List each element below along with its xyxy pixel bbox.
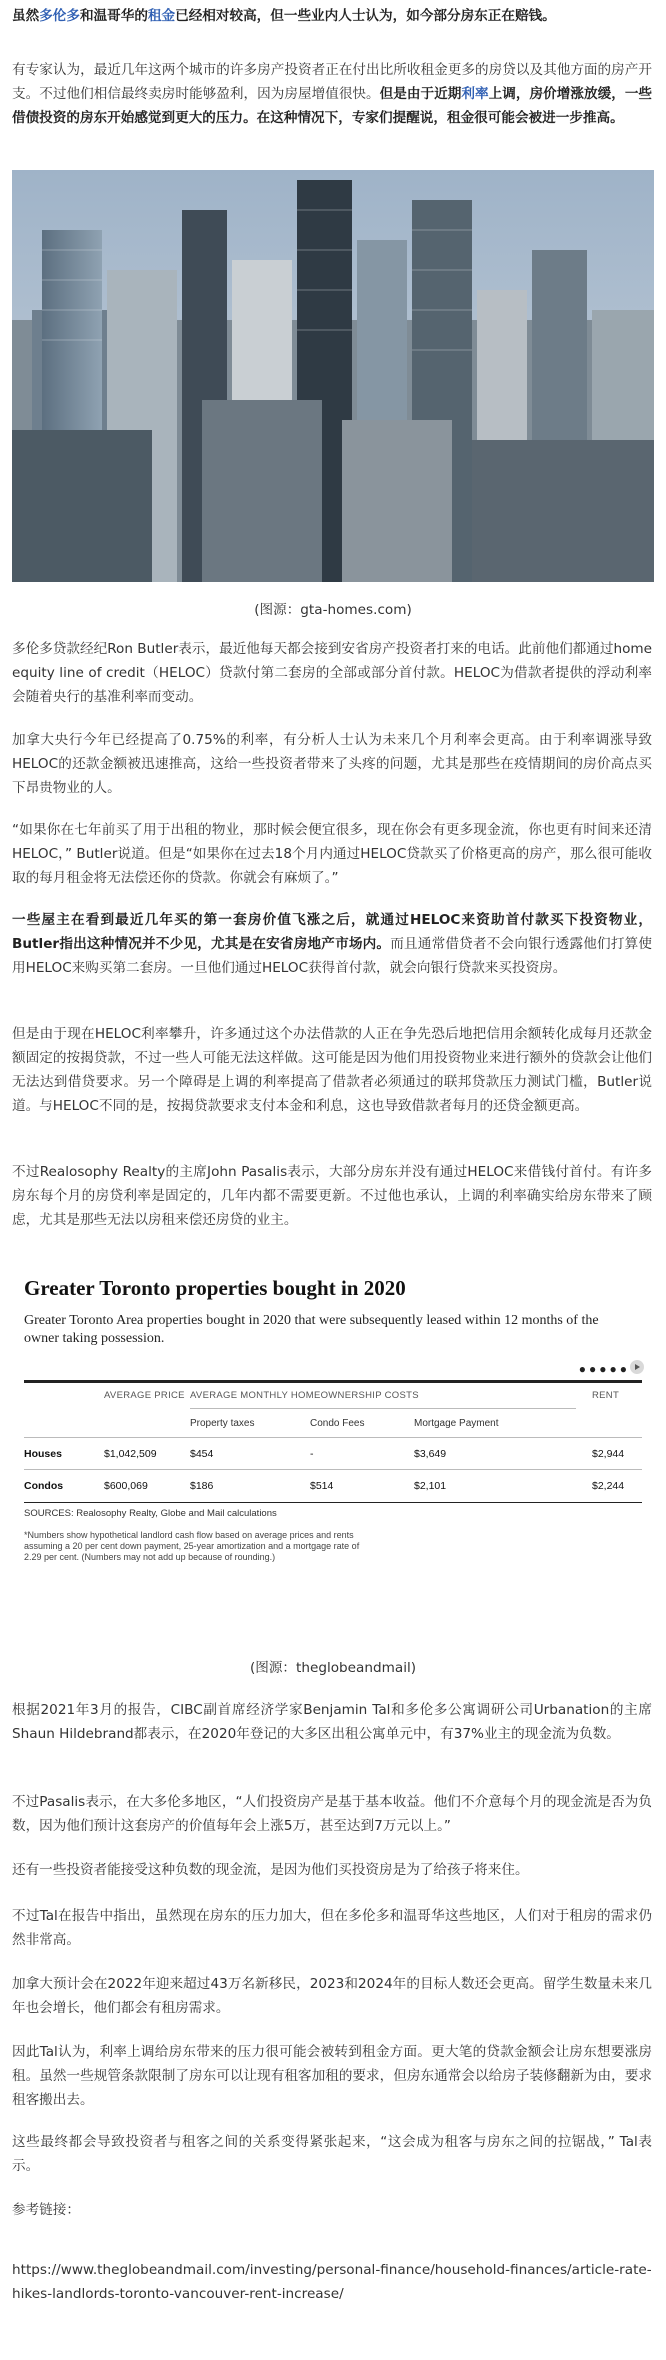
next-arrow-icon[interactable]	[630, 1360, 644, 1374]
p1-bold-a: 但是由于近期	[379, 86, 462, 102]
row-label-houses: Houses	[24, 1448, 62, 1460]
paragraph-cibc-report: 根据2021年3月的报告，CIBC副首席经济学家Benjamin Tal和多伦多公寓调研公司Urbanation的主席Shaun Hildebrand都表示，在2020年登记的大多区出租公寓单元中，有37%业主的现金流为负数。	[12, 1702, 652, 1742]
condos-rent: $2,244	[592, 1480, 625, 1492]
link-rent[interactable]: 租金	[147, 8, 176, 24]
intro-text-3: 已经相对较高，但一些业内人士认为，如今部分房东正在赔钱。	[175, 8, 556, 24]
houses-tax: $454	[190, 1448, 214, 1460]
intro-text-2: 和温哥华的	[79, 8, 148, 24]
reference-link[interactable]: https://www.theglobeandmail.com/investing/personal-finance/household-finances/article-rate-hikes-landlords-toronto-vancouver-rent-increase/	[12, 2262, 652, 2302]
intro-paragraph	[12, 4, 652, 28]
condos-price: $600,069	[104, 1480, 148, 1492]
header-divider	[190, 1408, 576, 1409]
intro-text-1: 虽然	[12, 8, 40, 24]
condos-tax: $186	[190, 1480, 214, 1492]
row-label-condos: Condos	[24, 1480, 64, 1492]
link-interest-rate[interactable]: 利率	[461, 86, 489, 102]
houses-condo-fees: -	[310, 1448, 314, 1460]
condos-condo-fees: $514	[310, 1480, 334, 1492]
paragraph-children: 还有一些投资者能接受这种负数的现金流，是因为他们买投资房是为了给孩子将来住。	[12, 1862, 529, 1878]
table-title: Greater Toronto properties bought in 2020	[24, 1276, 406, 1300]
header-condo-fees: Condo Fees	[310, 1418, 365, 1429]
p1-text: 有专家认为，最近几年这两个城市的许多房产投资者正在付出比所收租金更多的房贷以及其他方面的房产开支。不过他们相信最终卖房时能够盈利，因为房屋增值很快。	[12, 62, 652, 102]
paragraph-pasalis: 不过Realosophy Realty的主席John Pasalis表示，大部分房东并没有通过HELOC来借钱付首付。有许多房东每个月的房贷利率是固定的，几年内都不需要更新。不过他也承认，上调的利率确实给房东带来了顾虑，尤其是那些无法以房租来偿还房贷的业主。	[12, 1164, 652, 1228]
skyline-illustration	[12, 170, 654, 582]
paragraph-butler: 多伦多贷款经纪Ron Butler表示，最近他每天都会接到安省房产投资者打来的电话。此前他们都通过home equity line of credit（HELOC）贷款付第二套房的全部或部分首付款。HELOC为借款者提供的浮动利率会随着央行的基准利率而变动。	[12, 641, 652, 705]
link-toronto[interactable]: 多伦多	[39, 8, 80, 24]
row-divider	[24, 1437, 642, 1438]
table-top-rule	[24, 1380, 642, 1383]
p1-bold-b: 上调，房价增涨放缓，一些借债投资的房东开始感觉到更大的压力。在这种情况下，专家们提醒说，租金很可能会被进一步推高。	[12, 86, 653, 126]
paragraph-heloc-downpayment	[12, 908, 652, 980]
toronto-skyline-photo	[12, 170, 654, 582]
paragraph-butler-quote: “如果你在七年前买了用于出租的物业，那时候会便宜很多，现在你会有更多现金流，你也更有时间来还清HELOC，” Butler说道。但是“如果你在过去18个月内通过HELOC贷款买了价格更高的房产，那么很可能收取的每月租金将无法偿还你的贷款。你就会有麻烦了。”	[12, 822, 652, 886]
table-sources: SOURCES: Realosophy Realty, Globe and Mail calculations	[24, 1508, 277, 1519]
paragraph-heloc-rates: 但是由于现在HELOC利率攀升，许多通过这个办法借款的人正在争先恐后地把信用余额转化成每月还款金额固定的按揭贷款，不过一些人可能无法这样做。这可能是因为他们用投资物业来进行额外的贷款会让他们无法达到借贷要求。另一个障碍是上调的利率提高了借款者必须通过的联邦贷款压力测试门槛，Butler说道。与HELOC不同的是，按揭贷款要求支付本金和利息，这也导致借款者每月的还贷金额更高。	[12, 1026, 652, 1114]
table-bottom-rule	[24, 1502, 642, 1503]
table-subtitle: Greater Toronto Area properties bought in 2020 that were subsequently leased within 12 months of the owner taking possession.	[24, 1313, 599, 1346]
houses-rent: $2,944	[592, 1448, 625, 1460]
paragraph-tal-demand: 不过Tal在报告中指出，虽然现在房东的压力加大，但在多伦多和温哥华这些地区，人们对于租房的需求仍然非常高。	[12, 1908, 652, 1948]
header-mortgage-payment: Mortgage Payment	[414, 1418, 499, 1429]
paragraph-pasalis-quote: 不过Pasalis表示，在大多伦多地区，“人们投资房产是基于基本收益。他们不介意每个月的现金流是否为负数，因为他们预计这套房产的价值每年会上涨5万，甚至达到7万元以上。”	[12, 1794, 652, 1834]
paragraph-tension: 这些最终都会导致投资者与租客之间的关系变得紧张起来，“这会成为租客与房东之间的拉锯战，” Tal表示。	[12, 2134, 652, 2174]
paragraph-boc-rate: 加拿大央行今年已经提高了0.75%的利率，有分析人士认为未来几个月利率会更高。由于利率调涨导致HELOC的还款金额被迅速推高，这给一些投资者带来了头疼的问题，尤其是那些在疫情期间的房价高点买下昂贵物业的人。	[12, 732, 652, 796]
header-monthly-costs: AVERAGE MONTHLY HOMEOWNERSHIP COSTS	[190, 1390, 419, 1401]
paragraph-immigration: 加拿大预计会在2022年迎来超过43万名新移民，2023和2024年的目标人数还会更高。留学生数量未来几年也会增长，他们都会有租房需求。	[12, 1976, 652, 2016]
table-footnote: *Numbers show hypothetical landlord cash flow based on average prices and rents assuming a 20 per cent down payment, 25-year amortization and a mortgage rate of 2.29 per cent. (Numbers may not add up because of rounding.)	[24, 1530, 360, 1562]
row-divider	[24, 1469, 642, 1470]
houses-price: $1,042,509	[104, 1448, 157, 1460]
header-average-price: AVERAGE PRICE	[104, 1390, 185, 1401]
references-label: 参考链接：	[12, 2202, 80, 2218]
p5-rest: 而且通常借贷者不会向银行透露他们打算使用HELOC来购买第二套房。一旦他们通过HELOC获得首付款，就会向银行贷款来买投资房。	[12, 936, 653, 976]
table-caption: (图源：theglobeandmail)	[249, 1660, 417, 1676]
properties-table-graphic	[12, 1262, 654, 1622]
photo-caption: (图源：gta-homes.com)	[254, 602, 412, 618]
header-property-taxes: Property taxes	[190, 1418, 255, 1429]
condos-mortgage: $2,101	[414, 1480, 447, 1492]
paragraph-rent-pressure: 因此Tal认为，利率上调给房东带来的压力很可能会被转到租金方面。更大笔的贷款金额会让房东想要涨房租。虽然一些规管条款限制了房东可以让现有租客加租的要求，但房东通常会以给房子装修翻新为由，要求租客搬出去。	[12, 2044, 652, 2108]
header-rent: RENT	[592, 1390, 620, 1401]
paragraph-experts	[12, 58, 652, 130]
pagination-dots: ●●●●●	[578, 1362, 630, 1376]
p5-bold: 一些屋主在看到最近几年买的第一套房价值飞涨之后，就通过HELOC来资助首付款买下投资物业，Butler指出这种情况并不少见，尤其是在安省房地产市场内。	[12, 912, 652, 952]
houses-mortgage: $3,649	[414, 1448, 447, 1460]
